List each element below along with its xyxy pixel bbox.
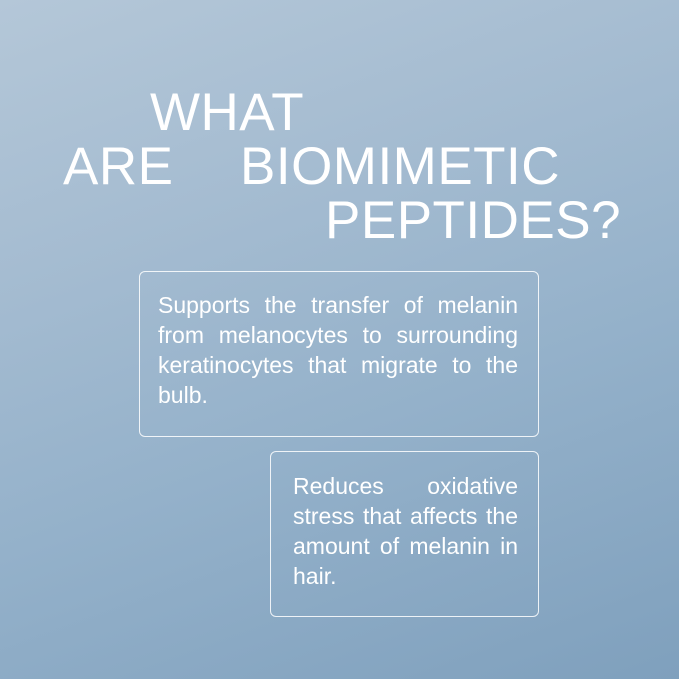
headline-word-biomimetic: BIOMIMETIC bbox=[240, 137, 561, 196]
benefit-card-text: Reduces oxidative stress that affects the amount of melanin in hair. bbox=[293, 473, 518, 589]
headline-word-what: WHAT bbox=[150, 83, 305, 142]
benefit-card-text: Supports the transfer of melanin from melanocytes to surrounding keratinocytes that migrate to the bulb. bbox=[158, 292, 518, 408]
benefit-card-melanin-transfer bbox=[139, 271, 539, 437]
benefit-card-oxidative-stress bbox=[270, 451, 539, 617]
headline-word-are: ARE bbox=[63, 137, 174, 196]
headline-word-peptides: PEPTIDES? bbox=[325, 191, 622, 250]
